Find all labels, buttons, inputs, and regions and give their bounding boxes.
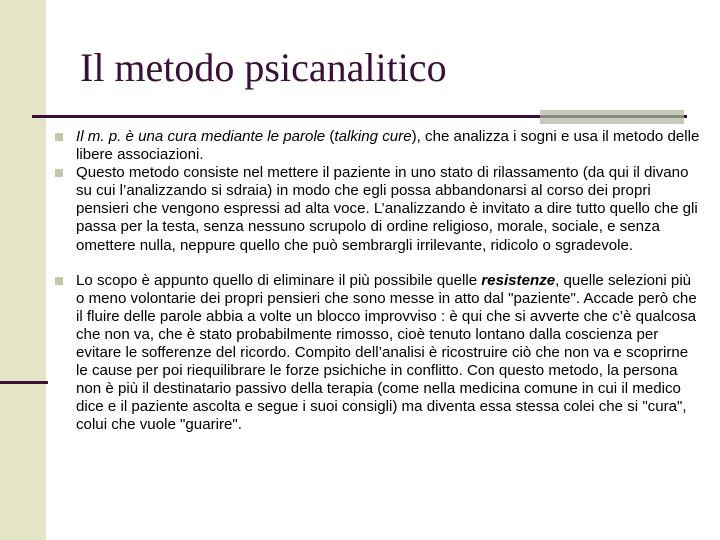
bullet-3-post: , quelle selezioni più o meno volontarie dei propri pensieri che sono messe in atto dal "paziente". Accade però che il fluire delle parole abbia a volte un blocco improvviso : è qui che si avverte che c’è qualcosa che non va, che è stato probabilmente rimosso, cioè tenuto lontano dalla coscienza per evitare le sofferenze del ricordo. Compito dell’analisi è ricostruire ciò che non va e scoprirne le cause per poi riequilibrare le forze psichiche in conflitto. Con questo metodo, la persona non è più il destinatario passivo della terapia (come nella medicina comune in cui il medico dice e il paziente ascolta e segue i suoi consigli) ma diventa essa stessa colei che si "cura", colui che vuole "guarire".	[76, 271, 697, 434]
square-bullet-icon	[55, 169, 63, 177]
bullet-1-paren: (	[325, 128, 335, 145]
bullet-1-lead: Il m. p. è una cura mediante le parole	[76, 128, 326, 145]
title-underline-accent	[540, 110, 684, 124]
bullet-item-3	[55, 272, 703, 435]
side-decoration-rule	[0, 381, 48, 384]
bullet-3-emphasis: resistenze	[481, 271, 556, 289]
bullet-1-term: talking cure	[334, 128, 412, 145]
slide-body	[55, 128, 703, 435]
bullet-2-text: Questo metodo consiste nel mettere il paziente in uno stato di rilassamento (da qui il divano su cui l’analizzando si sdraia) in modo che egli possa abbandonarsi al corso dei propri pensieri che vengono espressi ad alta voce. L’analizzando è invitato a dire tutto quello che gli passa per la testa, senza nessuno scrupolo di ordine religioso, morale, sociale, e senza omettere nulla, neppure quello che può sembrargli irrilevante, ridicolo o sgradevole.	[76, 164, 698, 254]
bullet-3-pre: Lo scopo è appunto quello di eliminare il più possibile quelle	[76, 271, 482, 289]
bullet-1-rest: ), che analizza i sogni e usa il metodo delle libere associazioni.	[76, 128, 700, 164]
slide-title: Il metodo psicanalitico	[80, 45, 447, 90]
bullet-item-1	[55, 128, 703, 164]
bullet-item-2	[55, 164, 703, 254]
square-bullet-icon	[55, 277, 63, 285]
square-bullet-icon	[55, 133, 63, 141]
side-decoration-panel	[0, 0, 46, 540]
